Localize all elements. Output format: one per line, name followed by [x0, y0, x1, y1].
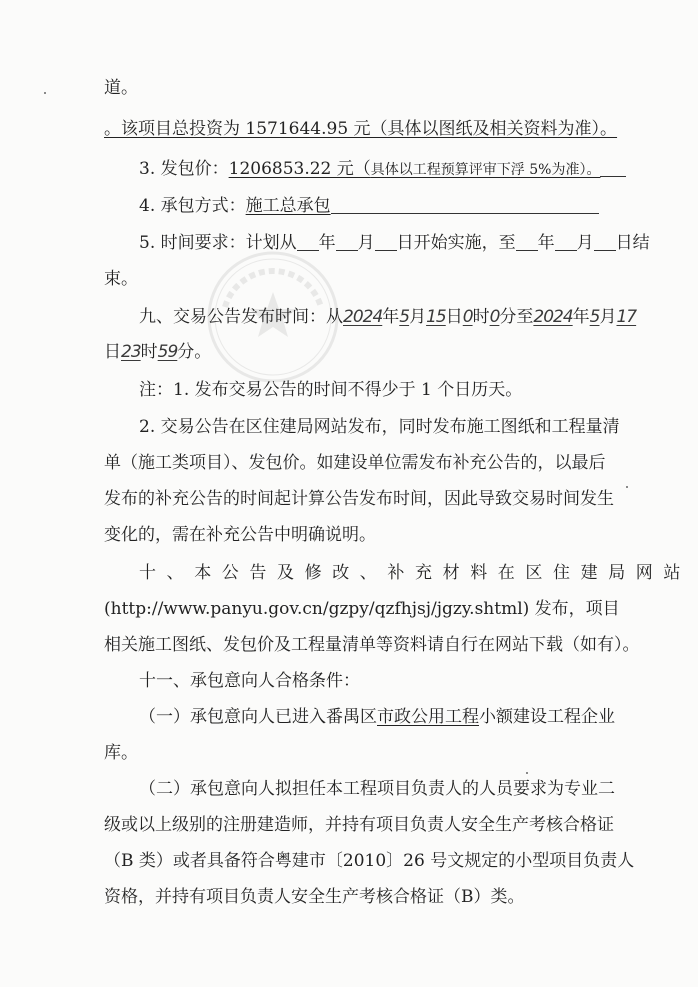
handwritten-month-start: 5: [399, 307, 410, 327]
contract-method-value: 施工总承包: [245, 196, 331, 216]
contract-method-label: 4. 承包方式：: [139, 196, 246, 216]
text-line: 单（施工类项目）、发包价。如建设单位需发布补充公告的，以最后: [104, 453, 606, 473]
text-line: 库。: [104, 743, 138, 763]
qualification-two-line: （二）承包意向人拟担任本工程项目负责人的人员要求为专业二: [139, 779, 615, 799]
section-eleven-heading: 十一、承包意向人合格条件：: [139, 671, 360, 691]
handwritten-day-end: 17: [616, 307, 637, 327]
scan-speck: [626, 486, 628, 488]
contract-price-value: 1206853.22 元（具体以工程预算评审下浮 5%为准）。: [228, 159, 601, 179]
text-line: 级或以上级别的注册建造师，并持有项目负责人安全生产考核合格证: [104, 815, 614, 835]
handwritten-year-start: 2024: [343, 307, 383, 327]
contract-price-label: 3. 发包价：: [139, 159, 229, 179]
handwritten-hour-start: 0: [462, 307, 473, 327]
text-line: 变化的，需在补充公告中明确说明。: [104, 525, 376, 545]
handwritten-hour-end: 23: [121, 342, 141, 362]
text-line: 资格，并持有项目负责人安全生产考核合格证（B）类。: [104, 887, 525, 907]
handwritten-minute-start: 0: [489, 307, 500, 327]
text-line: （B 类）或者具备符合粤建市〔2010〕26 号文规定的小型项目负责人: [104, 851, 635, 871]
website-url-line: (http://www.panyu.gov.cn/gzpy/qzfhjsj/jgzy.shtml) 发布，项目: [104, 599, 620, 619]
scan-speck: [526, 772, 528, 774]
text-line: 相关施工图纸、发包价及工程量清单等资料请自行在网站下载（如有）。: [104, 635, 640, 655]
text-line: 道。: [104, 78, 138, 98]
handwritten-month-end: 5: [589, 307, 600, 327]
section-ten-line: 十、本公告及修改、补充材料在区住建局网站: [139, 563, 691, 583]
qualification-one-line: （一）承包意向人已进入番禺区市政公用工程小额建设工程企业: [139, 707, 615, 727]
handwritten-year-end: 2024: [533, 307, 573, 327]
qualification-category: 市政公用工程: [377, 707, 479, 727]
announcement-time-line: 九、交易公告发布时间：从2024年5月15日0时0分至2024年5月17: [139, 307, 637, 327]
text-line: 束。: [104, 269, 138, 289]
contract-method-line: [139, 195, 599, 217]
text-line: 2. 交易公告在区住建局网站发布，同时发布施工图纸和工程量清: [139, 417, 620, 437]
scan-speck: [44, 92, 46, 94]
text-line: 发布的补充公告的时间起计算公告发布时间，因此导致交易时间发生: [104, 489, 614, 509]
handwritten-day-start: 15: [426, 307, 446, 327]
announcement-time-line-cont: 日23时59分。: [104, 342, 212, 362]
time-requirement-line: 5. 时间要求：计划从 年 月 日开始实施，至 年 月 日结: [139, 233, 650, 253]
total-investment-line: 。该项目总投资为 1571644.95 元（具体以图纸及相关资料为准）。: [104, 119, 618, 139]
contract-price-line: [139, 158, 626, 181]
handwritten-minute-end: 59: [157, 342, 178, 362]
note-line: 注：1. 发布交易公告的时间不得少于 1 个日历天。: [139, 380, 523, 400]
